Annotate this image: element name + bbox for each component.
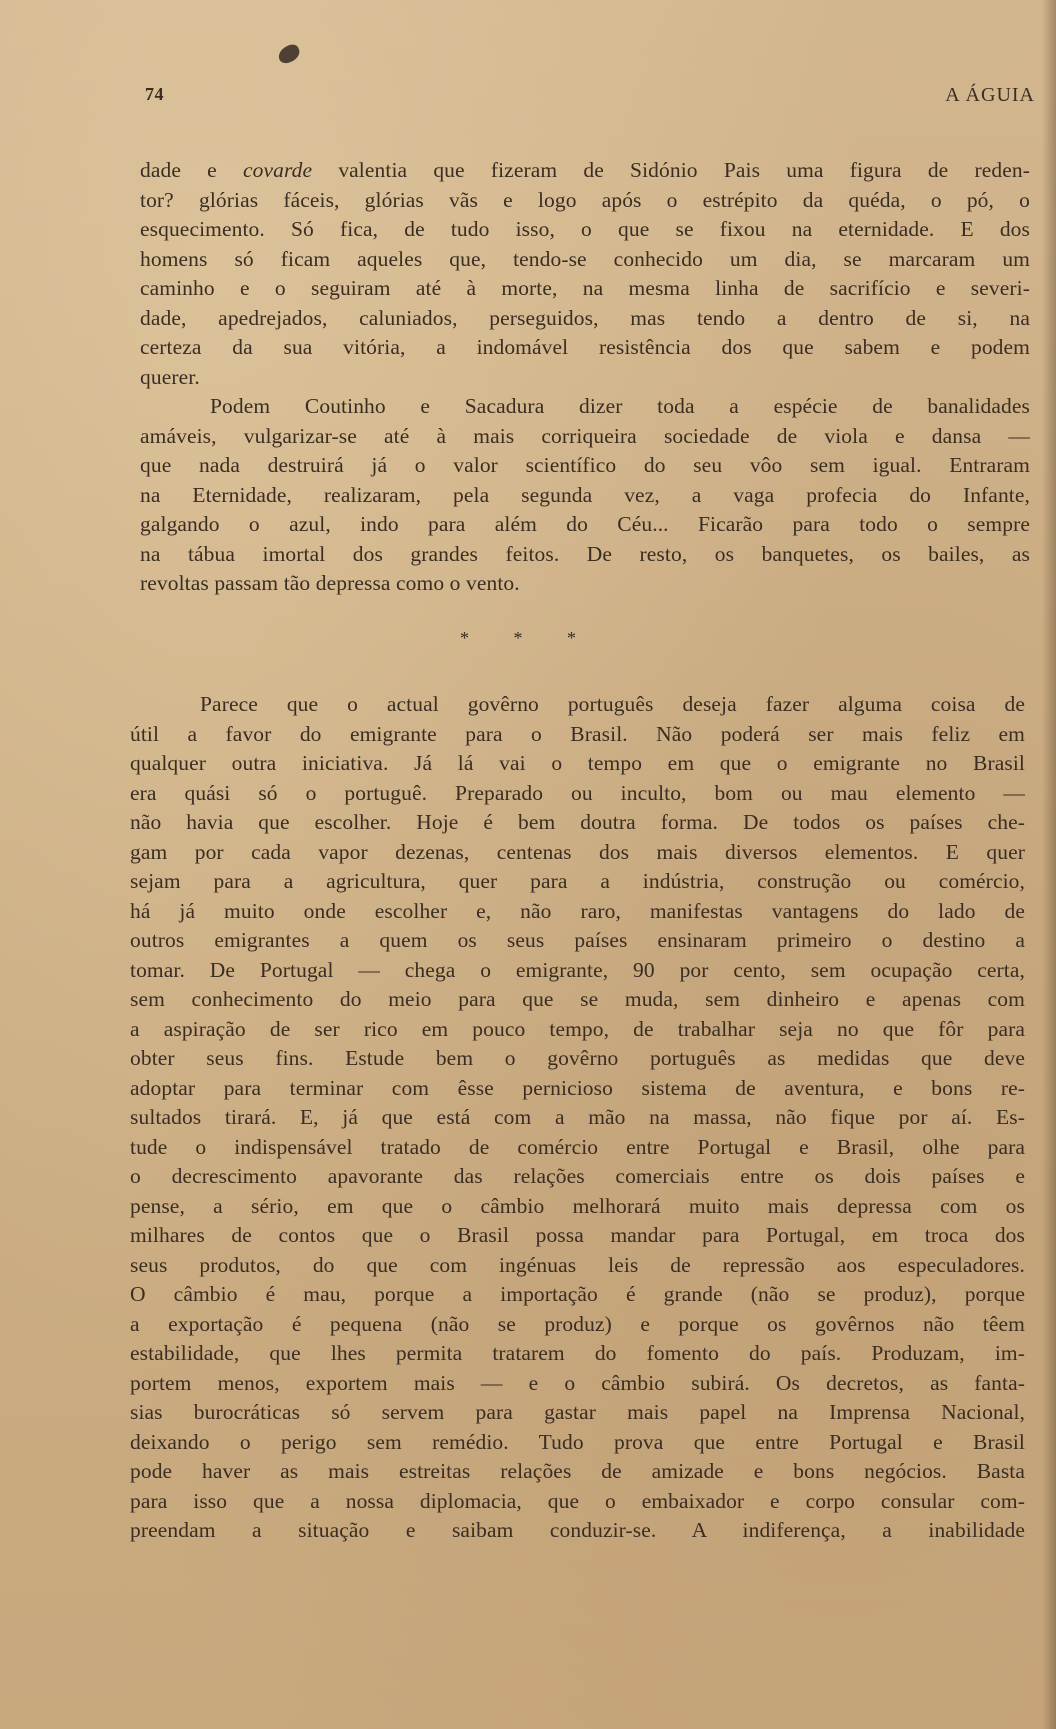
running-title: A ÁGUIA	[945, 84, 1035, 106]
text-line: na Eternidade, realizaram, pela segunda vez, a vaga profecia do Infante,	[140, 482, 1030, 507]
text-line: esquecimento. Só fica, de tudo isso, o que se fixou na eternidade. E dos	[140, 217, 1030, 241]
text-line: pense, a sério, em que o câmbio melhorará muito mais depressa com os	[130, 1193, 1025, 1218]
ink-blot	[276, 42, 303, 66]
page-edge-shadow	[1042, 0, 1056, 1729]
text-line: obter seus fins. Estude bem o govêrno português as medidas que deve	[130, 1046, 1025, 1070]
text-line: homens só ficam aqueles que, tendo-se conhecido um dia, se marcaram um	[140, 246, 1030, 271]
text-line: tomar. De Portugal — chega o emigrante, 90 por cento, sem ocupação certa,	[130, 957, 1025, 982]
text-line: era quási só o portuguê. Preparado ou inculto, bom ou mau elemento —	[130, 780, 1025, 805]
text-line: a aspiração de ser rico em pouco tempo, de trabalhar seja no que fôr para	[130, 1016, 1025, 1041]
text-line: o decrescimento apavorante das relações comerciais entre os dois países e	[130, 1164, 1025, 1188]
text-line: caminho e o seguiram até à morte, na mesma linha de sacrifício e severi-	[140, 276, 1030, 300]
text-line: Podem Coutinho e Sacadura dizer toda a espécie de banalidades	[210, 394, 1030, 418]
text-line: sultados tirará. E, já que está com a mão na massa, não fique por aí. Es-	[130, 1105, 1025, 1129]
text-line: não havia que escolher. Hoje é bem doutra forma. De todos os países che-	[130, 810, 1025, 834]
text-line: seus produtos, do que com ingénuas leis de repressão aos especuladores.	[130, 1252, 1025, 1277]
text-line: a exportação é pequena (não se produz) e porque os govêrnos não têem	[130, 1311, 1025, 1336]
text-line: tude o indispensável tratado de comércio entre Portugal e Brasil, olhe para	[130, 1134, 1025, 1159]
text-line: amáveis, vulgarizar-se até à mais corriqueira sociedade de viola e dansa —	[140, 423, 1030, 448]
text-line: certeza da sua vitória, a indomável resistência dos que sabem e podem	[140, 335, 1030, 359]
text-line: milhares de contos que o Brasil possa mandar para Portugal, em troca dos	[130, 1223, 1025, 1247]
text-line: sejam para a agricultura, quer para a indústria, construção ou comércio,	[130, 869, 1025, 893]
text-line: há já muito onde escolher e, não raro, manifestas vantagens do lado de	[130, 898, 1025, 923]
text-line: para isso que a nossa diplomacia, que o embaixador e corpo consular com-	[130, 1488, 1025, 1513]
text-line: dade e covarde valentia que fizeram de Sidónio Pais uma figura de reden-	[140, 158, 1031, 182]
page-number: 74	[145, 84, 164, 104]
section-separator: * * *	[460, 628, 596, 648]
text-line: preendam a situação e saibam conduzir-se. A indiferença, a inabilidade	[130, 1518, 1025, 1542]
text-line: O câmbio é mau, porque a importação é grande (não se produz), porque	[130, 1282, 1025, 1306]
text-line: estabilidade, que lhes permita tratarem do fomento do país. Produzam, im-	[130, 1341, 1025, 1365]
text-line: Parece que o actual govêrno português deseja fazer alguma coisa de	[200, 692, 1025, 716]
text-line: deixando o perigo sem remédio. Tudo prova que entre Portugal e Brasil	[130, 1429, 1025, 1454]
text-line: adoptar para terminar com êsse pernicioso sistema de aventura, e bons re-	[130, 1075, 1025, 1100]
paragraph-block-1	[140, 156, 1030, 599]
text-line: pode haver as mais estreitas relações de amizade e bons negócios. Basta	[130, 1459, 1025, 1483]
text-line: revoltas passam tão depressa como o vento.	[140, 571, 520, 595]
text-line: querer.	[140, 364, 200, 389]
text-line: útil a favor do emigrante para o Brasil. Não poderá ser mais feliz em	[130, 721, 1025, 746]
text-line: galgando o azul, indo para além do Céu... Ficarão para todo o sempre	[140, 512, 1030, 536]
text-line: sias burocráticas só servem para gastar mais papel na Imprensa Nacional,	[130, 1400, 1025, 1424]
text-line: sem conhecimento do meio para que se muda, sem dinheiro e apenas com	[130, 987, 1025, 1011]
text-line: portem menos, exportem mais — e o câmbio subirá. Os decretos, as fanta-	[130, 1370, 1025, 1395]
text-line: qualquer outra iniciativa. Já lá vai o tempo em que o emigrante no Brasil	[130, 751, 1025, 775]
paragraph-block-2	[130, 690, 1025, 1546]
text-line: que nada destruirá já o valor scientífico do seu vôo sem igual. Entraram	[140, 453, 1030, 477]
text-line: outros emigrantes a quem os seus países ensinaram primeiro o destino a	[130, 928, 1025, 952]
italic-word: covarde	[242, 158, 313, 182]
text-line: gam por cada vapor dezenas, centenas dos mais diversos elementos. E quer	[130, 839, 1025, 864]
text-line: na tábua imortal dos grandes feitos. De resto, os banquetes, os bailes, as	[140, 541, 1030, 566]
text-line: dade, apedrejados, caluniados, perseguidos, mas tendo a dentro de si, na	[140, 305, 1030, 330]
text-line: tor? glórias fáceis, glórias vãs e logo após o estrépito da quéda, o pó, o	[140, 187, 1030, 212]
